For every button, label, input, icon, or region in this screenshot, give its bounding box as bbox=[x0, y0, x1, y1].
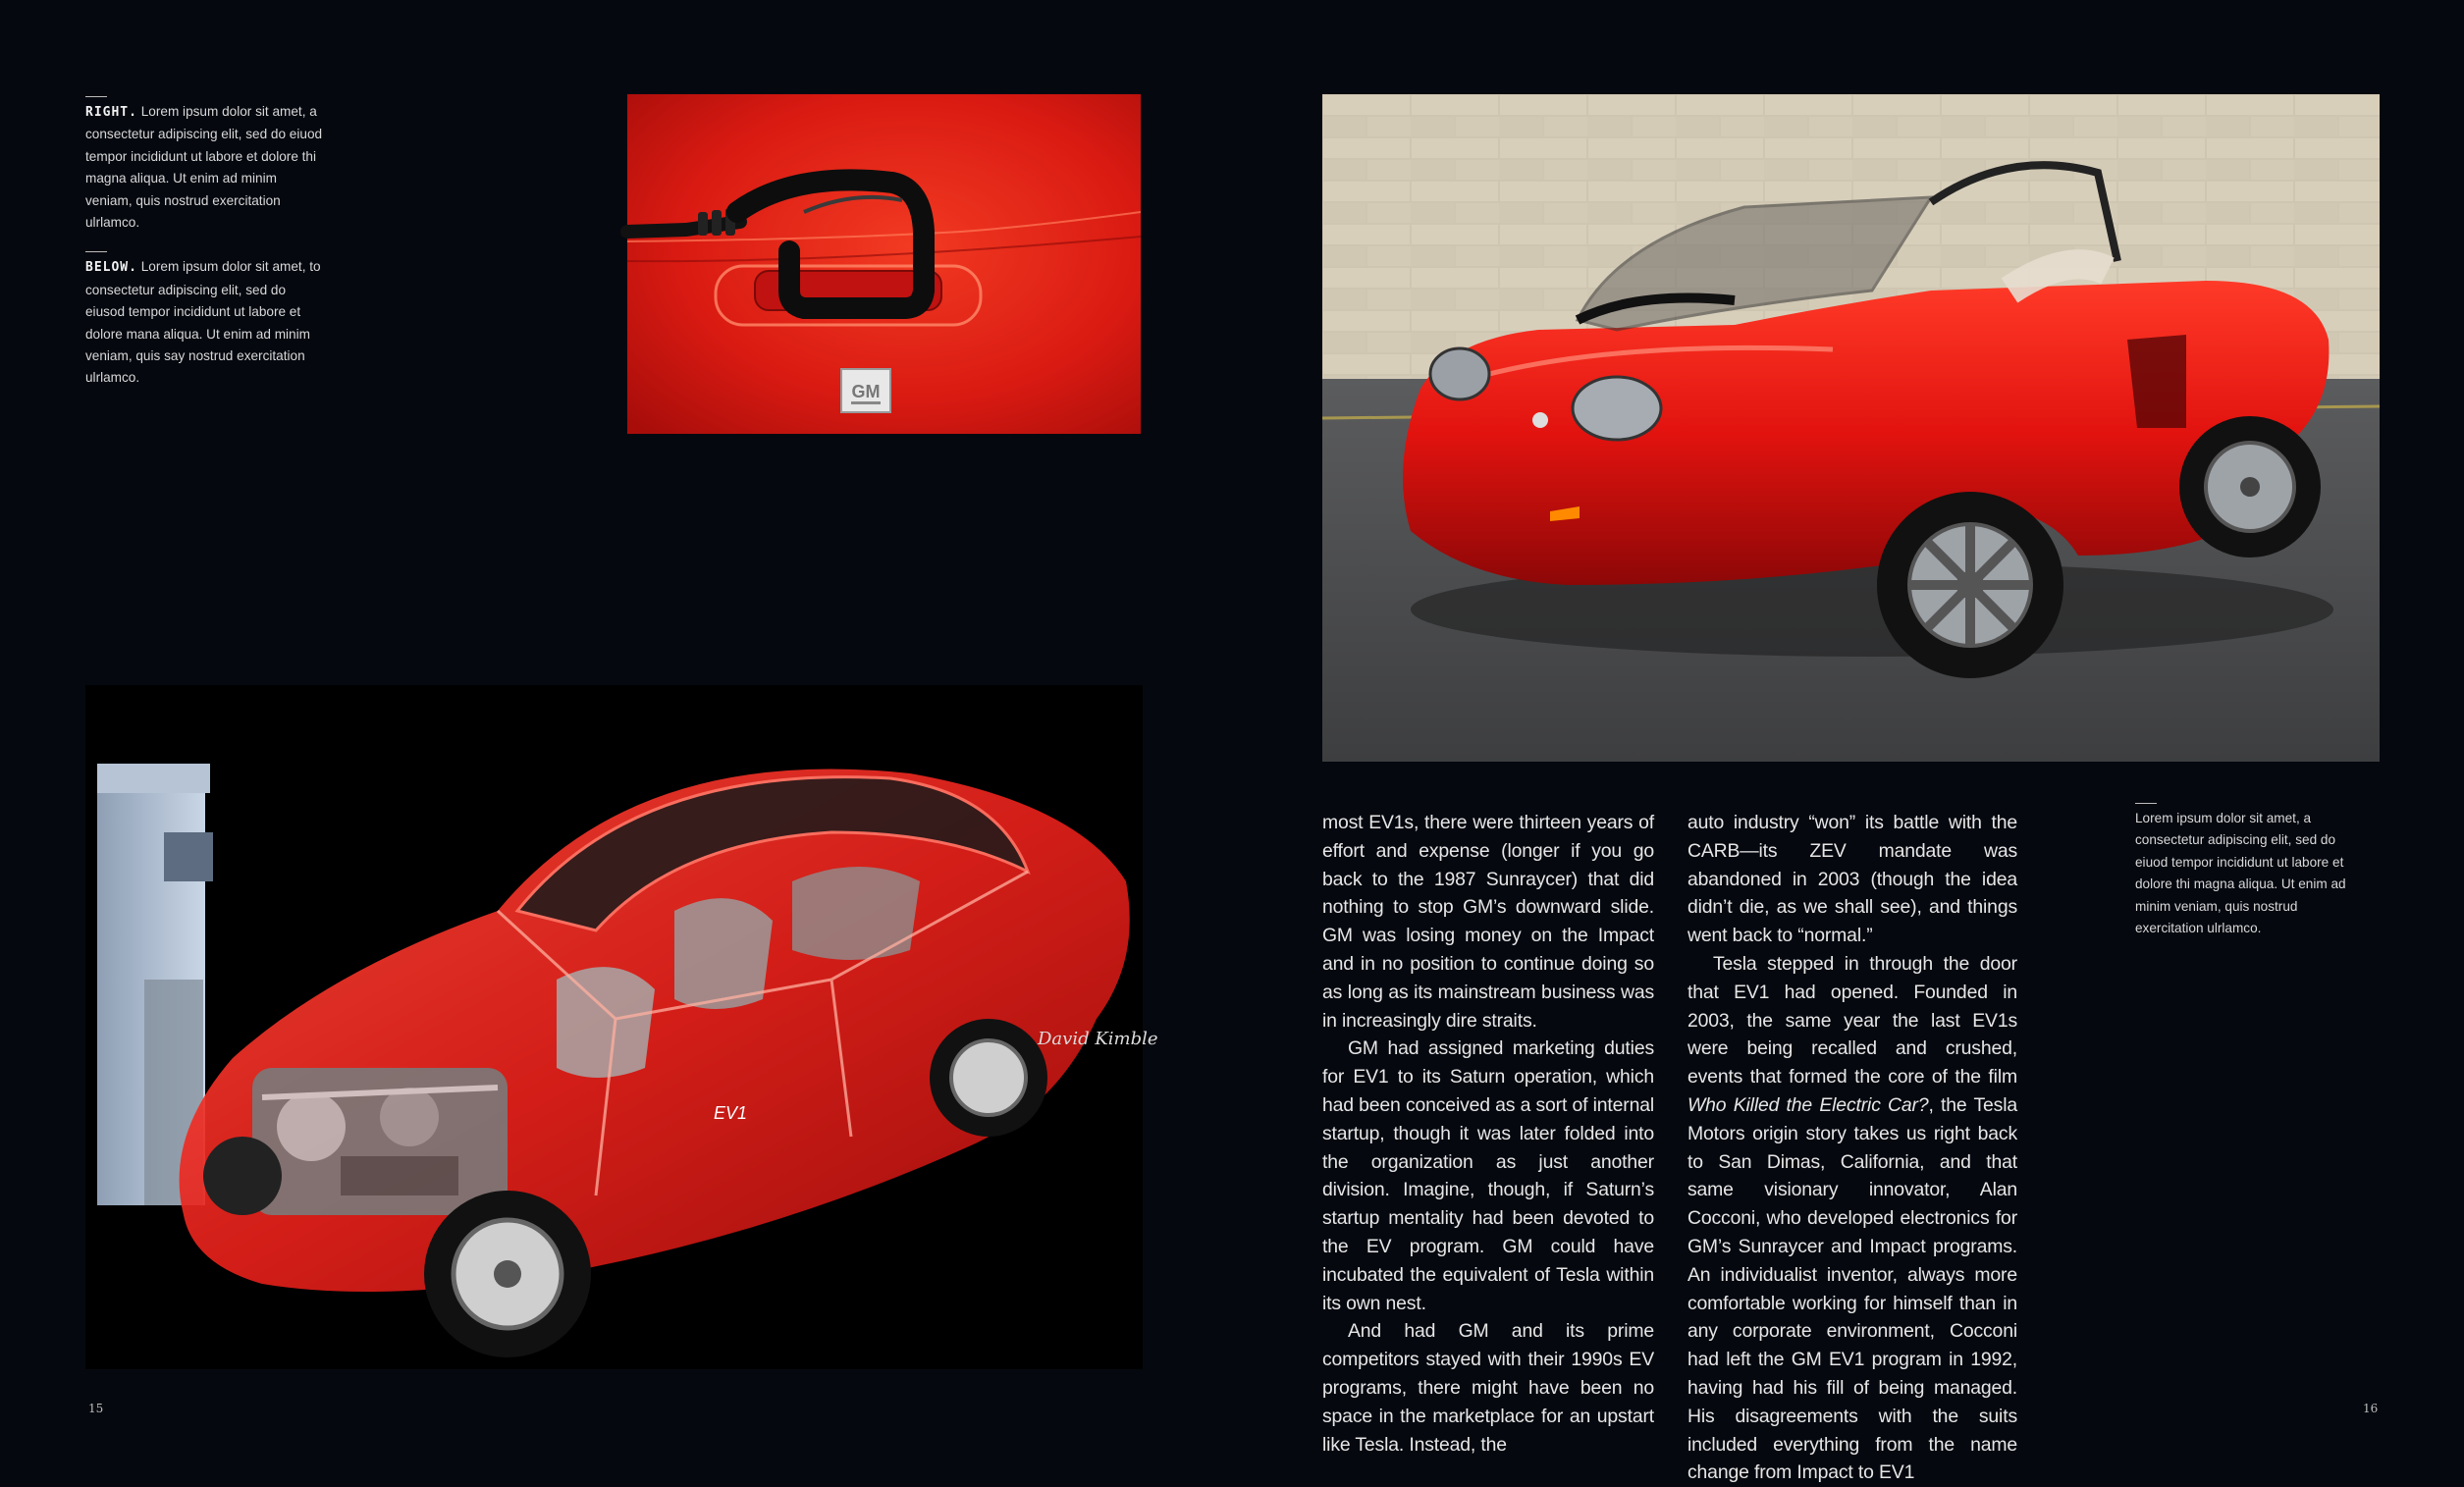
col2-paragraph-1: auto industry “won” its battle with the CARB—its ZEV mandate was abandoned in 2003 (though the idea didn’t die, as we shall see), and things went back to “normal.” bbox=[1687, 812, 2017, 947]
roadster-photo bbox=[1322, 94, 2380, 762]
gm-logo-text: GM bbox=[851, 382, 881, 401]
col1-paragraph-3: And had GM and its prime competitors stayed with their 1990s EV programs, there might have been no space in the marketplace for an upstart like Tesla. Instead, the bbox=[1322, 1320, 1654, 1456]
charger-photo bbox=[627, 94, 1141, 434]
caption-below-lead: BELOW. bbox=[85, 260, 137, 276]
caption-block bbox=[85, 96, 327, 407]
caption-right bbox=[85, 96, 327, 234]
page-number-right: 16 bbox=[2363, 1402, 2379, 1415]
caption-below-text: Lorem ipsum dolor sit amet, to consectetur adipiscing elit, sed do eiusod tempor incididunt ut labore et dolore mana aliqua. Ut enim ad minim veniam, quis say nostrud exercitation ulrlamco. bbox=[85, 259, 321, 386]
col1-paragraph-1: most EV1s, there were thirteen years of effort and expense (longer if you go back to the 1987 Sunraycer) that did nothing to stop GM’s downward slide. GM was losing money on the Impact and in no position to continue doing so as long as its mainstream business was in increasingly dire straits. bbox=[1322, 812, 1654, 1032]
caption-right-lead: RIGHT. bbox=[85, 105, 137, 120]
ev1-cutaway-illustration bbox=[85, 685, 1158, 1369]
body-column-1 bbox=[1322, 809, 1654, 1459]
ev1-badge-text: EV1 bbox=[714, 1103, 748, 1123]
side-caption bbox=[2135, 803, 2361, 939]
col2-paragraph-2 bbox=[1687, 950, 2017, 1487]
caption-rule bbox=[85, 251, 107, 252]
illustrator-signature: David Kimble bbox=[1038, 1029, 1158, 1049]
col2-p2-text-a: Tesla stepped in through the door that EV1 had opened. Founded in 2003, the same year the last EV1s were being recalled and crushed, events that formed the core of the film bbox=[1687, 952, 2017, 1089]
side-caption-text: Lorem ipsum dolor sit amet, a consectetur adipiscing elit, sed do eiuod tempor incididunt ut labore et dolore thi magna aliqua. Ut enim ad minim veniam, quis nostrud exercitation ulrlamco. bbox=[2135, 811, 2346, 936]
caption-right-text: Lorem ipsum dolor sit amet, a consectetur adipiscing elit, sed do eiuod tempor incididunt ut labore et dolore thi magna aliqua. Ut enim ad minim veniam, quis nostrud exercitation ulrlamco. bbox=[85, 104, 323, 231]
caption-rule bbox=[2135, 803, 2157, 804]
film-title: Who Killed the Electric Car? bbox=[1687, 1093, 1929, 1116]
col2-p2-text-b: , the Tesla Motors origin story takes us right back to San Dimas, California, and that same visionary innovator, Alan Cocconi, who developed electronics for GM’s Sunraycer and Impact programs. An individualist inventor, always more comfortable working for himself than in any corporate environment, Cocconi had left the GM EV1 program in 1992, having had his fill of being managed. His disagreements with the suits included everything from the name change from Impact to EV1 bbox=[1687, 1093, 2018, 1484]
body-column-2 bbox=[1687, 809, 2017, 1487]
col1-paragraph-2: GM had assigned marketing duties for EV1 to its Saturn operation, which had been conceived as a sort of internal startup, though it was later folded into the organization as just another division. Imagine, though, if Saturn’s startup mentality had been devoted to the EV program. GM could have incubated the equivalent of Tesla within its own nest. bbox=[1322, 1037, 1654, 1314]
caption-rule bbox=[85, 96, 107, 97]
caption-below bbox=[85, 251, 327, 389]
page-number-left: 15 bbox=[88, 1402, 104, 1415]
